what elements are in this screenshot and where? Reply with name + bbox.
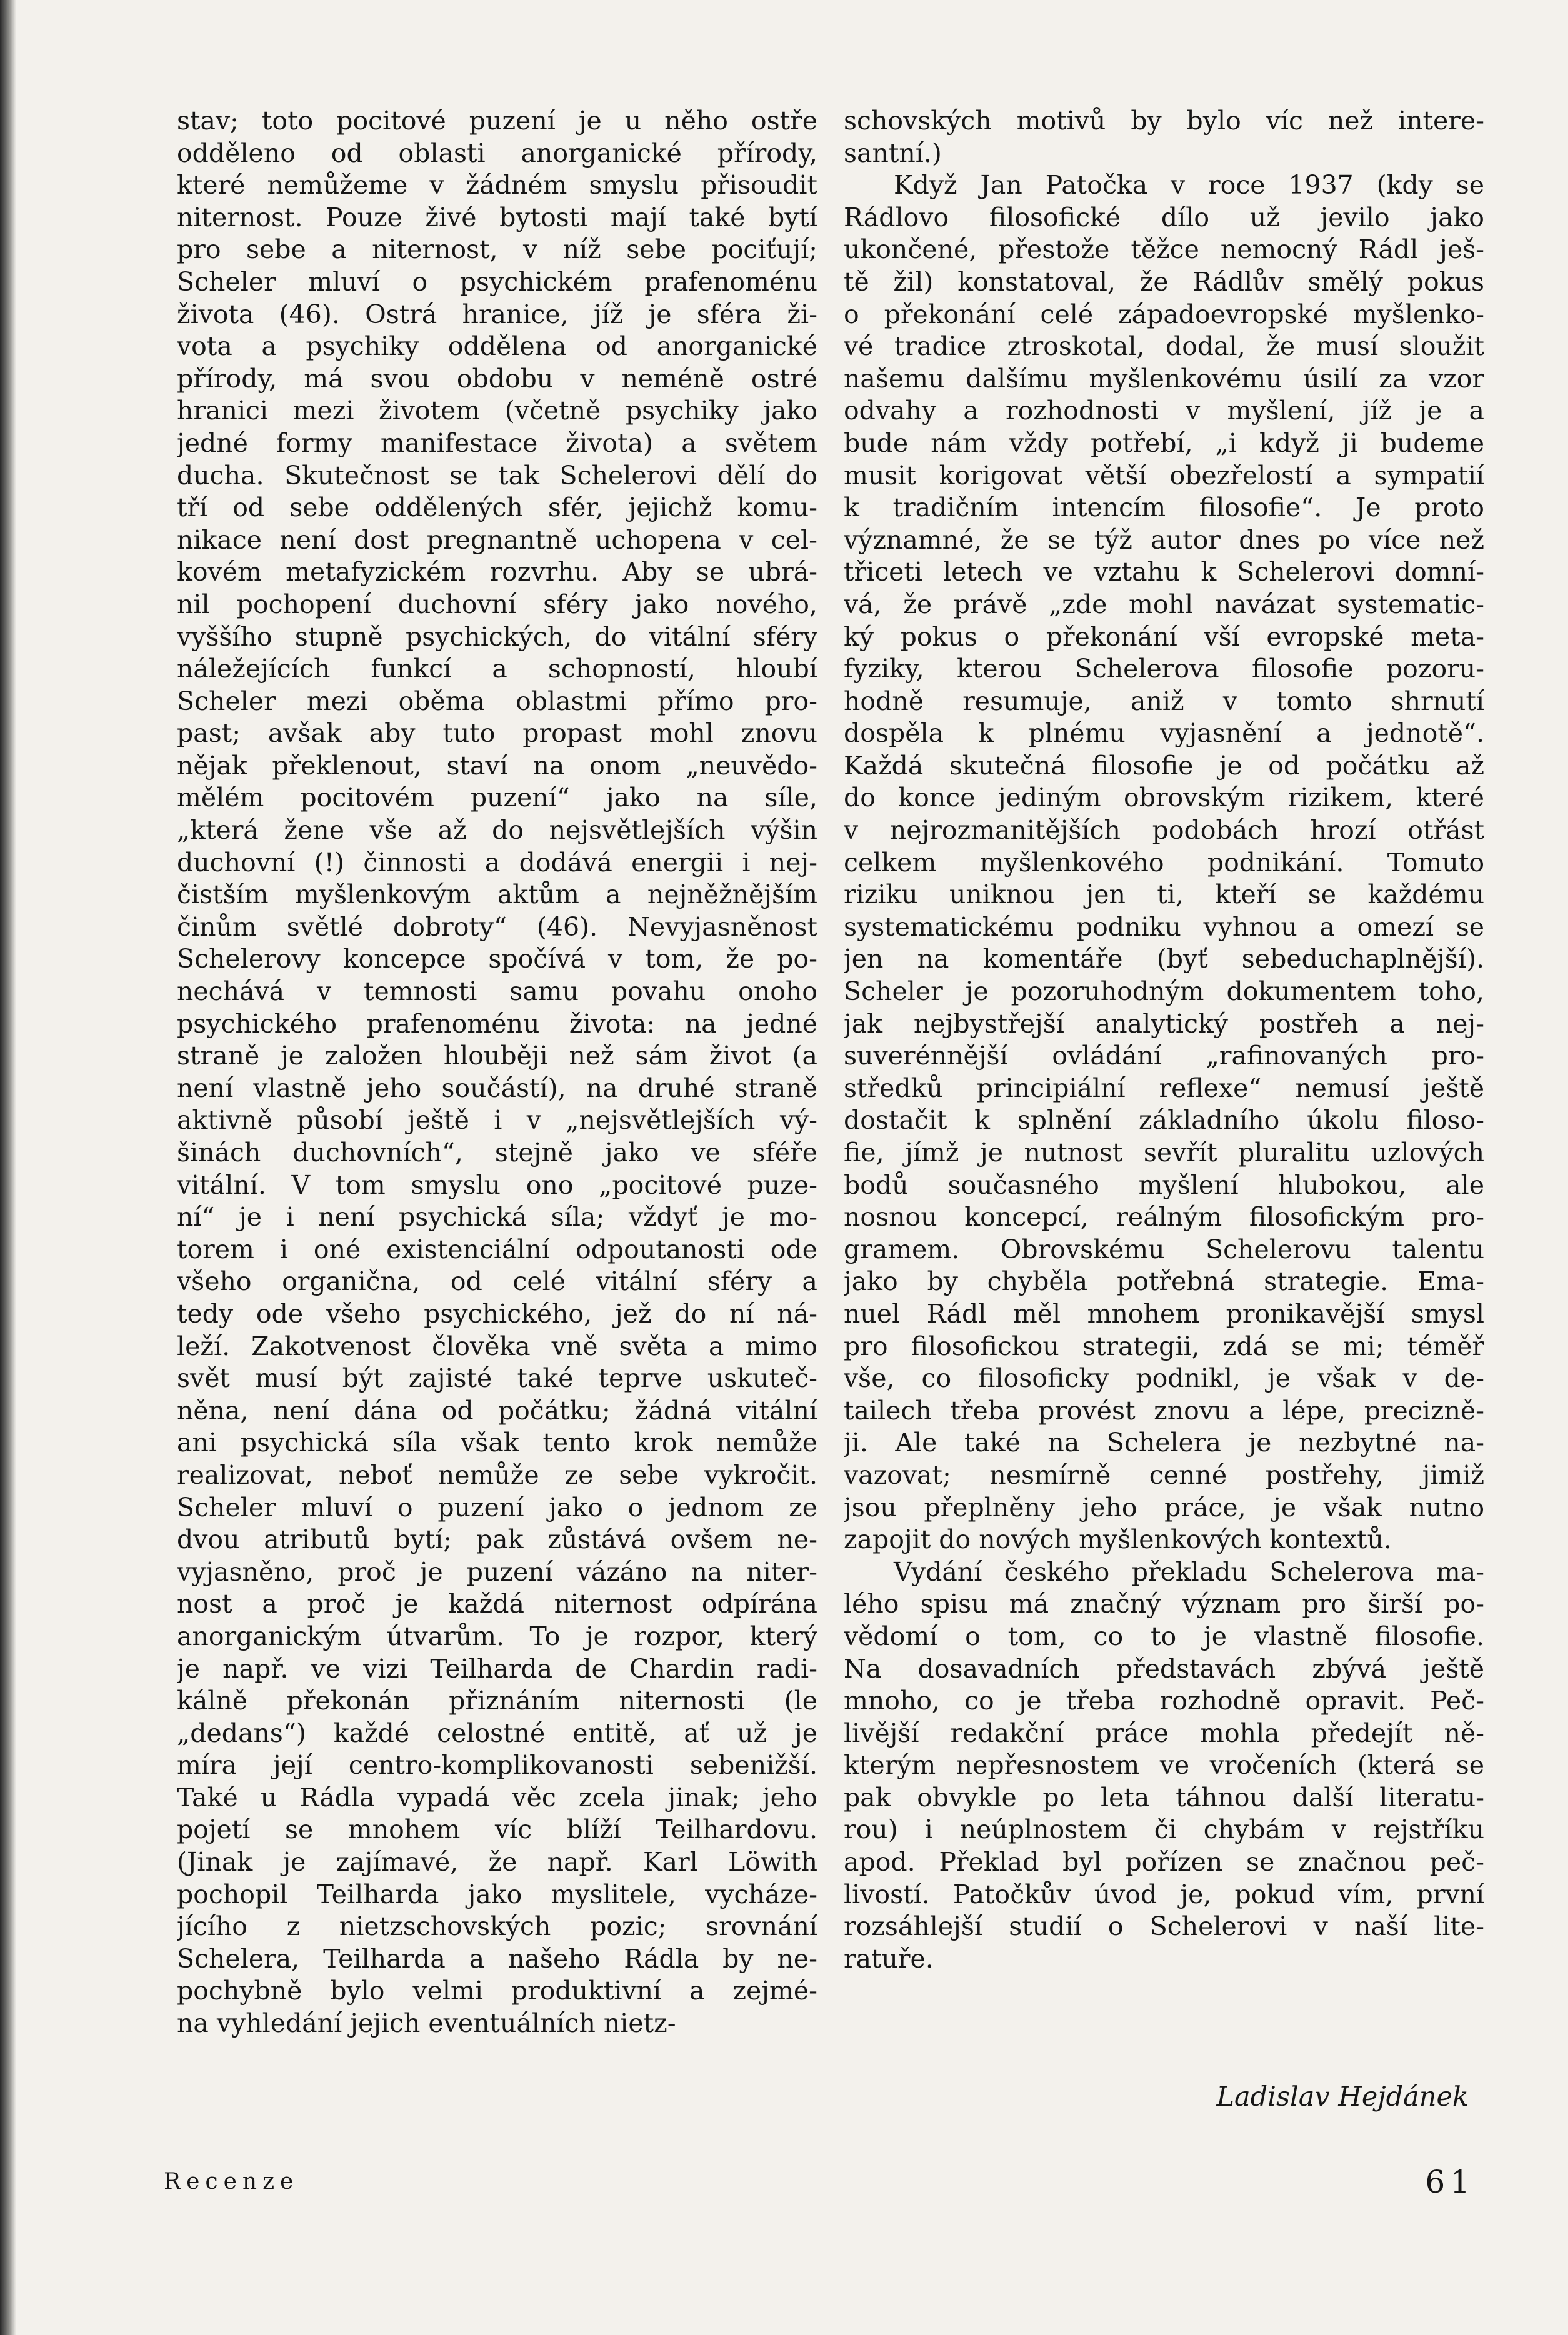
- text-line: náležejících funkcí a schopností, hloubí: [177, 654, 817, 684]
- text-line: kterým nepřesnostem ve vročeních (která se: [844, 1750, 1484, 1781]
- text-line: apod. Překlad byl pořízen se značnou peč-: [844, 1847, 1484, 1878]
- text-line: přírody, má svou obdobu v neméně ostré: [177, 363, 817, 394]
- text-line: suverénnější ovládání „rafinovaných pro-: [844, 1041, 1484, 1071]
- text-line: tailech třeba provést znovu a lépe, precizně-: [844, 1395, 1484, 1426]
- text-line: jen na komentáře (byť sebeduchaplnější).: [844, 944, 1484, 974]
- text-line: jako by chyběla potřebná strategie. Ema-: [844, 1266, 1484, 1297]
- text-line: Také u Rádla vypadá věc zcela jinak; jeho: [177, 1782, 817, 1812]
- text-line: Rádlovo filosofické dílo už jevilo jako: [844, 202, 1484, 232]
- text-line: fie, jímž je nutnost sevřít pluralitu uzlových: [844, 1138, 1484, 1168]
- text-line: vitální. V tom smyslu ono „pocitové puze-: [177, 1169, 817, 1200]
- text-line: Schelera, Teilharda a našeho Rádla by ne-: [177, 1943, 817, 1974]
- section-label: Recenze: [164, 2169, 299, 2194]
- text-line: zapojit do nových myšlenkových kontextů.: [844, 1524, 1392, 1555]
- text-line: ký pokus o překonání vší evropské meta-: [844, 621, 1484, 652]
- text-line: tedy ode všeho psychického, jež do ní ná-: [177, 1298, 817, 1329]
- text-line: mělém pocitovém puzení“ jako na síle,: [177, 782, 817, 813]
- text-line: ratuře.: [844, 1943, 934, 1974]
- text-line: ji. Ale také na Schelera je nezbytné na-: [844, 1428, 1484, 1458]
- text-line: do konce jediným obrovským rizikem, které: [844, 782, 1484, 813]
- text-line: bodů současného myšlení hlubokou, ale: [844, 1169, 1484, 1200]
- text-line: santní.): [844, 138, 942, 168]
- text-line: ducha. Skutečnost se tak Schelerovi dělí do: [177, 460, 817, 491]
- text-line: gramem. Obrovskému Schelerovu talentu: [844, 1234, 1484, 1264]
- text-line: livostí. Patočkův úvod je, pokud vím, první: [844, 1879, 1484, 1909]
- text-line: všeho organična, od celé vitální sféry a: [177, 1266, 817, 1297]
- text-line: nikace není dost pregnantně uchopena v cel-: [177, 524, 817, 555]
- text-line: nil pochopení duchovní sféry jako nového,: [177, 589, 817, 619]
- text-line: jsou přeplněny jeho práce, je však nutno: [844, 1492, 1484, 1522]
- text-line: o překonání celé západoevropské myšlenko-: [844, 299, 1484, 329]
- text-line: „dedans“) každé celostné entitě, ať už je: [177, 1718, 817, 1748]
- text-line: vše, co filosoficky podnikl, je však v de-: [844, 1363, 1484, 1394]
- text-line: duchovní (!) činnosti a dodává energii i nej-: [177, 847, 817, 878]
- text-line: jícího z nietzschovských pozic; srovnání: [177, 1911, 817, 1942]
- text-line: čistším myšlenkovým aktům a nejněžnějším: [177, 879, 817, 910]
- text-line: stav; toto pocitové puzení je u něho ostře: [177, 106, 817, 136]
- text-line: odděleno od oblasti anorganické přírody,: [177, 138, 817, 168]
- text-line: v nejrozmanitějších podobách hrozí otřást: [844, 815, 1484, 846]
- text-line: nějak překlenout, staví na onom „neuvědo-: [177, 750, 817, 781]
- text-line: tří od sebe oddělených sfér, jejichž komu-: [177, 492, 817, 523]
- text-line: nosnou koncepcí, reálným filosofickým pro-: [844, 1202, 1484, 1232]
- text-line: pak obvykle po leta táhnou další literatu-: [844, 1782, 1484, 1812]
- text-line: musit korigovat větší obezřelostí a sympatií: [844, 460, 1484, 491]
- text-line: vazovat; nesmírně cenné postřehy, jimiž: [844, 1459, 1484, 1490]
- text-line: anorganickým útvarům. To je rozpor, který: [177, 1621, 817, 1651]
- left-text-column: [177, 105, 817, 2040]
- text-line: k tradičním intencím filosofie“. Je proto: [844, 492, 1484, 523]
- text-line: riziku uniknou jen ti, kteří se každému: [844, 879, 1484, 910]
- text-line: odvahy a rozhodnosti v myšlení, jíž je a: [844, 396, 1484, 426]
- text-line: vyššího stupně psychických, do vitální sféry: [177, 621, 817, 652]
- text-line: hranici mezi životem (včetně psychiky jako: [177, 396, 817, 426]
- text-line: pochybně bylo velmi produktivní a zejmé-: [177, 1976, 817, 2006]
- text-line: torem i oné existenciální odpoutanosti ode: [177, 1234, 817, 1264]
- text-line: dospěla k plnému vyjasnění a jednotě“.: [844, 718, 1484, 749]
- page-number: 61: [1425, 2164, 1475, 2200]
- text-line: Scheler je pozoruhodným dokumentem toho,: [844, 976, 1484, 1007]
- text-line: (Jinak je zajímavé, že např. Karl Löwith: [177, 1847, 817, 1878]
- text-line: významné, že se týž autor dnes po více než: [844, 524, 1484, 555]
- text-line: realizovat, neboť nemůže ze sebe vykročit.: [177, 1459, 817, 1490]
- text-line: kovém metafyzickém rozvrhu. Aby se ubrá-: [177, 557, 817, 588]
- text-line: ukončené, přestože těžce nemocný Rádl ješ-: [844, 234, 1484, 265]
- text-line: Když Jan Patočka v roce 1937 (kdy se: [894, 170, 1484, 201]
- text-line: dostačit k splnění základního úkolu filoso-: [844, 1105, 1484, 1136]
- text-line: pochopil Teilharda jako myslitele, vycháze-: [177, 1879, 817, 1909]
- text-line: straně je založen hlouběji než sám život (a: [177, 1041, 817, 1071]
- text-line: Na dosavadních představách zbývá ještě: [844, 1653, 1484, 1684]
- text-line: jedné formy manifestace života) a světem: [177, 428, 817, 458]
- page-edge-shadow: [0, 0, 16, 2335]
- text-line: třiceti letech ve vztahu k Schelerovi domní-: [844, 557, 1484, 588]
- text-line: Schelerovy koncepce spočívá v tom, že po-: [177, 944, 817, 974]
- text-line: dvou atributů bytí; pak zůstává ovšem ne-: [177, 1524, 817, 1555]
- text-line: které nemůžeme v žádném smyslu přisoudit: [177, 170, 817, 201]
- text-line: nost a proč je každá niternost odpírána: [177, 1589, 817, 1619]
- text-line: celkem myšlenkového podnikání. Tomuto: [844, 847, 1484, 878]
- text-line: není vlastně jeho součástí), na druhé straně: [177, 1072, 817, 1103]
- text-line: leží. Zakotvenost člověka vně světa a mimo: [177, 1331, 817, 1361]
- text-line: vá, že právě „zde mohl navázat systematic-: [844, 589, 1484, 619]
- text-line: Scheler mluví o puzení jako o jednom ze: [177, 1492, 817, 1522]
- text-line: míra její centro-komplikovanosti sebenižší.: [177, 1750, 817, 1781]
- text-line: vé tradice ztroskotal, dodal, že musí sloužit: [844, 331, 1484, 362]
- text-line: šinách duchovních“, stejně jako ve sféře: [177, 1138, 817, 1168]
- text-line: „která žene vše až do nejsvětlejších výšin: [177, 815, 817, 846]
- text-line: pro sebe a niternost, v níž sebe pociťují;: [177, 234, 817, 265]
- text-line: pro filosofickou strategii, zdá se mi; téměř: [844, 1331, 1484, 1361]
- text-line: Scheler mluví o psychickém prafenoménu: [177, 266, 817, 297]
- text-line: svět musí být zajisté také teprve uskuteč-: [177, 1363, 817, 1394]
- text-line: ani psychická síla však tento krok nemůže: [177, 1428, 817, 1458]
- text-line: schovských motivů by bylo víc než intere-: [844, 106, 1484, 136]
- text-line: livější redakční práce mohla předejít ně-: [844, 1718, 1484, 1748]
- text-line: Každá skutečná filosofie je od počátku až: [844, 750, 1484, 781]
- text-line: bude nám vždy potřebí, „i když ji budeme: [844, 428, 1484, 458]
- text-line: Scheler mezi oběma oblastmi přímo pro-: [177, 686, 817, 716]
- text-line: našemu dalšímu myšlenkovému úsilí za vzor: [844, 363, 1484, 394]
- text-line: hodně resumuje, aniž v tomto shrnutí: [844, 686, 1484, 716]
- text-line: jak nejbystřejší analytický postřeh a nej-: [844, 1008, 1484, 1039]
- text-line: činům světlé dobroty“ (46). Nevyjasněnost: [177, 911, 817, 942]
- text-line: nechává v temnosti samu povahu onoho: [177, 976, 817, 1007]
- text-line: Vydání českého překladu Schelerova ma-: [894, 1556, 1484, 1587]
- text-line: pojetí se mnohem víc blíží Teilhardovu.: [177, 1814, 817, 1845]
- text-line: niternost. Pouze živé bytosti mají také bytí: [177, 202, 817, 232]
- text-line: vědomí o tom, co to je vlastně filosofie.: [844, 1621, 1484, 1651]
- text-line: rozsáhlejší studií o Schelerovi v naší lite-: [844, 1911, 1484, 1942]
- text-line: lého spisu má značný význam pro širší po-: [844, 1589, 1484, 1619]
- text-line: past; avšak aby tuto propast mohl znovu: [177, 718, 817, 749]
- text-line: středků principiální reflexe“ nemusí ještě: [844, 1072, 1484, 1103]
- text-line: nuel Rádl měl mnohem pronikavější smysl: [844, 1298, 1484, 1329]
- text-line: života (46). Ostrá hranice, jíž je sféra ži-: [177, 299, 817, 329]
- text-line: ní“ je i není psychická síla; vždyť je mo-: [177, 1202, 817, 1232]
- text-line: na vyhledání jejich eventuálních nietz-: [177, 2008, 676, 2039]
- text-line: mnoho, co je třeba rozhodně opravit. Peč-: [844, 1686, 1484, 1716]
- text-line: systematickému podniku vyhnou a omezí se: [844, 911, 1484, 942]
- text-line: tě žil) konstatoval, že Rádlův smělý pokus: [844, 266, 1484, 297]
- text-line: aktivně působí ještě i v „nejsvětlejších vý-: [177, 1105, 817, 1136]
- author-signature: Ladislav Hejdánek: [1216, 2081, 1469, 2112]
- text-line: kálně překonán přiznáním niternosti (le: [177, 1686, 817, 1716]
- text-line: psychického prafenoménu života: na jedné: [177, 1008, 817, 1039]
- text-line: něna, není dána od počátku; žádná vitální: [177, 1395, 817, 1426]
- text-line: je např. ve vizi Teilharda de Chardin radi-: [177, 1653, 817, 1684]
- text-line: fyziky, kterou Schelerova filosofie pozoru-: [844, 654, 1484, 684]
- text-line: vyjasněno, proč je puzení vázáno na niter-: [177, 1556, 817, 1587]
- text-line: vota a psychiky oddělena od anorganické: [177, 331, 817, 362]
- right-text-column: [844, 105, 1484, 1975]
- text-line: rou) i neúplnostem či chybám v rejstříku: [844, 1814, 1484, 1845]
